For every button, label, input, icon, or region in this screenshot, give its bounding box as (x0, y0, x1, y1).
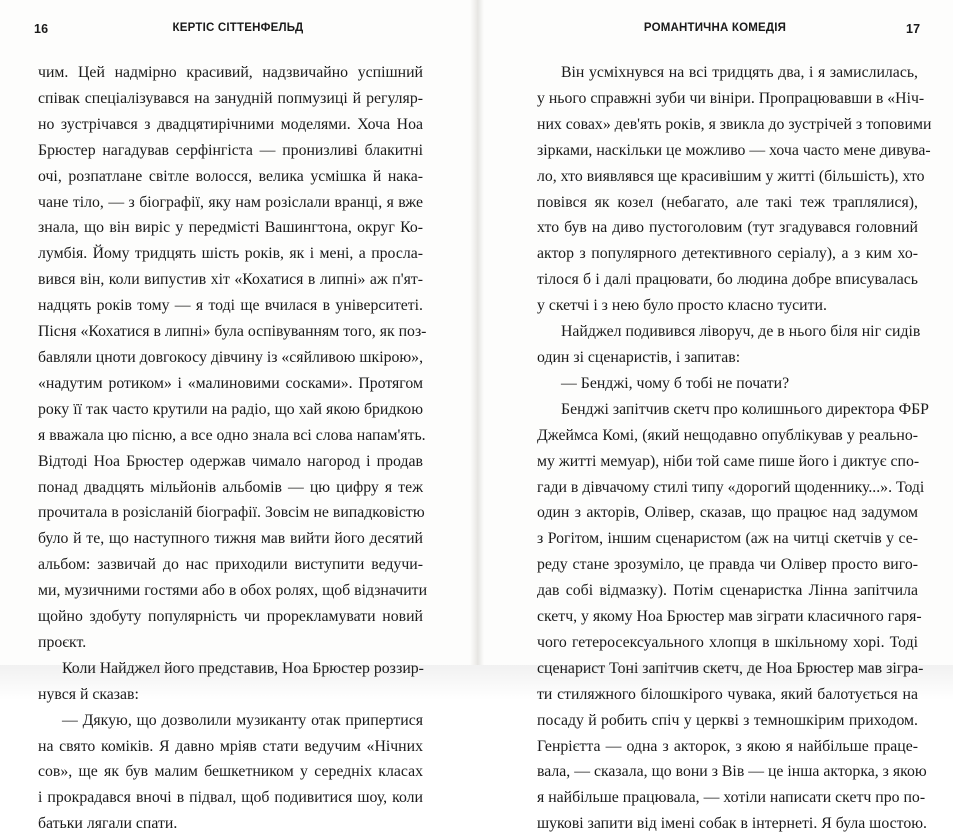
text-line: — Бенджі, чому б тобі не почати? (561, 374, 790, 392)
left-page-number: 16 (34, 22, 49, 36)
text-line: сов», ще як був малим бешкетником у середніх класах (38, 763, 423, 781)
text-line: знала, що він виріс у передмісті Вашингтона, округ Ко- (38, 219, 423, 237)
text-line: нувся й сказав: (38, 685, 139, 703)
text-line: хто був на диво пустоголовим (тут згадувався головний (537, 219, 918, 237)
text-line: у нього справжні зуби чи вініри. Пропрацювавши в «Ніч- (537, 89, 925, 107)
text-line: повівся як козел (небагато, але такі теж траплялися), (537, 193, 918, 211)
text-line: ми, музичними гостями або в обох ролях, щоб відзначити (38, 582, 428, 600)
text-line: вала, — сказала, що вони з Вів — це інша акторка, з якою (537, 763, 927, 781)
text-line: щойно здобуту популярність чи прорекламувати новий (38, 608, 423, 626)
left-page-body (38, 60, 428, 837)
text-line: Пісня «Кохатися в липні» була оспівуванням того, як поз- (38, 323, 427, 341)
text-line: один зі сценаристів, і запитав: (537, 348, 741, 366)
text-line: альбом: зазвичай до нас приходили виступити ведучи- (38, 556, 423, 574)
text-line: Бенджі запітчив скетч про колишнього директора ФБР (561, 400, 929, 418)
text-line: надцять років тому — я тоді ще вчилася в університеті. (38, 297, 423, 315)
text-line: понад двадцять мільйонів альбомів — цю цифру я теж (38, 478, 423, 496)
text-line: сценарист Тоні запітчив скетч, де Ноа Брюстер мав зігра- (537, 659, 924, 677)
text-line: батьки лягали спати. (38, 815, 178, 833)
text-line: лумбія. Йому тридцять шість років, як і мені, а просла- (38, 245, 423, 263)
text-line: чого гетеросексуального хлопця в шкільному хорі. Тоді (537, 633, 918, 651)
text-line: му житті мемуар), ніби той саме пише його і диктує спо- (537, 452, 920, 470)
text-line: у скетчі і з нею було просто класно тусити. (537, 297, 827, 315)
text-line: один з акторів, Олівер, сказав, що працює над задумом (537, 504, 918, 522)
text-line: на свято коміків. Я давно мріяв стати ведучим «Нічних (38, 737, 423, 755)
text-line: «надутим ротиком» і «малиновими сосками». Протягом (38, 374, 423, 392)
text-line: гади в дівчачому стилі типу «дорогий щоденнику...». Тоді (537, 478, 925, 496)
text-line: Відтоді Ноа Брюстер одержав чимало нагород і продав (38, 452, 423, 470)
text-line: ло, хто виявлявся ще красивішим у житті (більшість), хто (537, 167, 925, 185)
text-line: ти стиляжного білошкірого чувака, який балотується на (537, 685, 918, 703)
book-gutter (470, 0, 484, 670)
text-line: Він усміхнувся на всі тридцять два, і я замислилась, (561, 64, 918, 81)
text-line: — Дякую, що дозволили музиканту отак припертися (62, 711, 423, 729)
text-line: актор з популярного детективного серіалу), а з ким хо- (537, 245, 918, 263)
text-line: з Рогітом, іншим сценаристом (аж на читці скетчів у се- (537, 530, 918, 548)
right-running-head: РОМАНТИЧНА КОМЕДІЯ (643, 22, 787, 34)
text-line: року її так часто крутили на радіо, що хай якою бридкою (38, 400, 423, 418)
text-line: Брюстер нагадував серфінгіста — пронизливі блакитні (38, 141, 423, 159)
text-line: бавляли цноти довгокосу дівчину із «сяйливою шкірою», (38, 348, 424, 366)
text-line: но зустрічався з двадцятирічними моделями. Хоча Ноа (38, 115, 423, 133)
right-page-body (537, 60, 932, 837)
text-line: співак спеціалізувався на занудній попмузиці й регуляр- (38, 89, 423, 107)
right-page-number: 17 (906, 22, 921, 36)
text-line: чим. Цей надмірно красивий, надзвичайно успішний (38, 64, 423, 81)
text-line: проєкт. (38, 633, 87, 651)
text-line: реду стане зрозуміло, це правда чи Олівер просто виго- (537, 556, 918, 574)
text-line: скетч, у якому Ноа Брюстер мав зіграти класичного гаря- (537, 608, 922, 626)
text-line: посаду й робить спіч у церкві з темношкірим приходом. (537, 711, 918, 729)
text-line: Найджел подивився ліворуч, де в нього біля ніг сидів (561, 323, 921, 341)
text-line: чане тіло, — з біографії, яку нам розіслали вранці, я вже (38, 193, 423, 211)
text-line: Генрієтта — одна з акторок, з якою я найбільше праце- (537, 737, 918, 755)
text-line: них совах» дев'ять років, я звикла до зустрічей з топовими (537, 115, 932, 133)
text-line: Коли Найджел його представив, Ноа Брюстер роззир- (62, 659, 424, 677)
text-line: я вважала цю пісню, а все одно знала всі слова напам'ять. (38, 426, 426, 444)
text-line: зірками, наскільки це можливо — хоча часто мене дивува- (537, 141, 931, 159)
text-line: тілося б і далі працювати, бо людина добре вписувалась (537, 271, 918, 289)
text-line: Джеймса Комі, (який нещодавно опублікував у реально- (537, 426, 918, 444)
text-line: було й те, що наступного тижня мав вийти його десятий (38, 530, 423, 548)
text-line: вився він, коли випустив хіт «Кохатися в липні» аж п'ят- (38, 271, 423, 289)
text-line: очі, розпатлане світле волосся, велика усмішка й нака- (38, 167, 423, 185)
text-line: і прокрадався вночі в підвал, щоб подивитися шоу, коли (38, 789, 423, 807)
text-line: я найбільше працювала, — хотіли написати скетч про по- (537, 789, 926, 807)
text-line: прочитала в розісланій біографії. Зовсім не випадковістю (38, 504, 425, 522)
text-line: шукові запити від імені собак в інтернеті. Я була шостою. (537, 815, 927, 833)
left-running-head: КЕРТІС СІТТЕНФЕЛЬД (172, 22, 304, 34)
text-line: дав собі відмазку). Потім сценаристка Лінна запітчила (537, 582, 918, 600)
